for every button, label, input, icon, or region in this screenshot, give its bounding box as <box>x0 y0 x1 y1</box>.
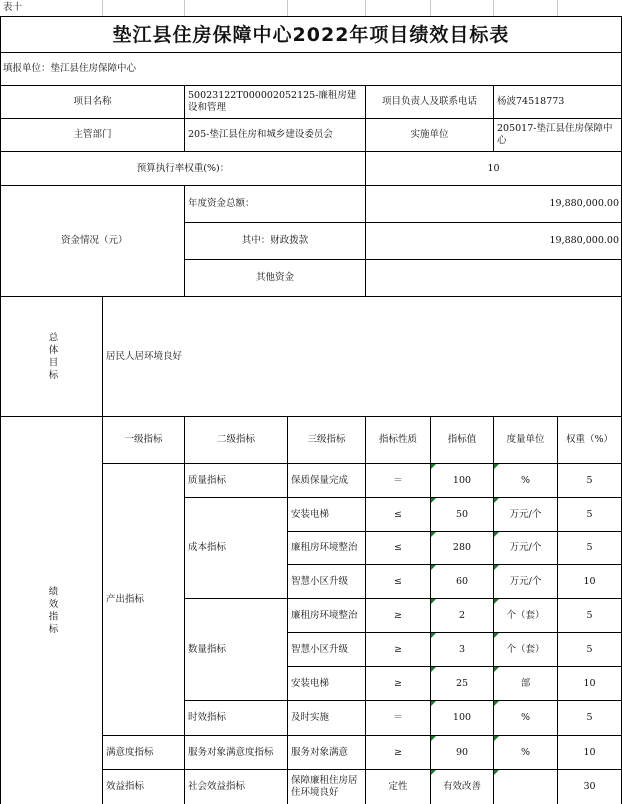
target-value: 100 <box>452 712 472 723</box>
cell-note-marker <box>431 599 436 604</box>
cell-note-marker <box>494 701 499 706</box>
header-weight: 权重（%） <box>565 434 614 445</box>
weight-value: 5 <box>586 609 593 621</box>
cell-note-marker <box>494 599 499 604</box>
measure-unit <box>494 770 557 804</box>
nature-operator: ≤ <box>394 508 402 520</box>
header-value: 指标值 <box>447 434 477 445</box>
nature-operator: 定性 <box>388 781 408 792</box>
measure-unit: 万元/个 <box>509 542 542 553</box>
level1-output: 产出指标 <box>106 593 145 605</box>
weight-value: 30 <box>583 781 596 792</box>
indicators-section-text: 绩效指标 <box>46 585 58 636</box>
level3-name: 廉租房环境整治 <box>291 542 358 553</box>
cell-note-marker <box>494 736 499 741</box>
level3-name: 保质保量完成 <box>291 474 349 486</box>
level1-satisfaction: 满意度指标 <box>106 746 154 758</box>
funds-other-value <box>366 260 621 296</box>
funds-fiscal-value: 19,880,000.00 <box>549 235 619 246</box>
measure-unit: % <box>520 746 531 758</box>
measure-unit: 部 <box>520 677 531 689</box>
weight-value: 10 <box>583 677 596 689</box>
level3-name: 保障廉租住房居住环境良好 <box>291 775 358 798</box>
target-value: 60 <box>455 575 469 587</box>
target-value: 2 <box>458 609 466 621</box>
level3-name: 智慧小区升级 <box>291 575 349 587</box>
level3-name: 廉租房环境整治 <box>291 609 358 621</box>
dept-label: 主管部门 <box>73 129 112 140</box>
cell-note-marker <box>494 565 499 570</box>
weight-value: 5 <box>586 712 593 723</box>
header-unit: 度量单位 <box>506 434 545 445</box>
project-name-label: 项目名称 <box>73 96 112 107</box>
indicators-section-label <box>1 417 102 804</box>
nature-operator: ≥ <box>394 677 402 689</box>
nature-operator: ＝ <box>393 712 403 723</box>
level2-cost: 成本指标 <box>188 542 227 553</box>
target-value: 有效改善 <box>442 781 481 792</box>
nature-operator: ≥ <box>394 643 402 655</box>
sheet-tag: 表十 <box>3 2 23 13</box>
measure-unit: % <box>520 712 531 723</box>
cell-note-marker <box>494 667 499 672</box>
header-level3: 三级指标 <box>307 434 346 445</box>
weight-value: 5 <box>586 542 593 553</box>
cell-note-marker <box>431 565 436 570</box>
level3-name: 安装电梯 <box>291 508 330 520</box>
impl-unit-label: 实施单位 <box>410 129 449 140</box>
level3-name: 安装电梯 <box>291 677 330 689</box>
level3-name: 及时实施 <box>291 712 330 723</box>
level2-service-satisfaction: 服务对象满意度指标 <box>188 746 274 758</box>
target-value: 280 <box>452 542 472 553</box>
weight-value: 5 <box>586 474 593 486</box>
target-value: 90 <box>455 746 469 758</box>
cell-note-marker <box>431 667 436 672</box>
cell-note-marker <box>494 532 499 537</box>
level2-timeliness: 时效指标 <box>188 712 227 723</box>
measure-unit: 万元/个 <box>509 575 542 587</box>
header-nature: 指标性质 <box>378 434 417 445</box>
goal-label <box>1 297 102 416</box>
level3-name: 智慧小区升级 <box>291 643 349 655</box>
header-level1: 一级指标 <box>124 434 163 445</box>
measure-unit: 个（套） <box>506 643 545 655</box>
cell-note-marker <box>431 498 436 503</box>
target-value: 50 <box>455 508 469 520</box>
project-owner-value: 杨波74518773 <box>497 96 565 107</box>
nature-operator: ≥ <box>394 609 402 621</box>
impl-unit-value: 205017-垫江县住房保障中心 <box>497 123 613 146</box>
measure-unit: 万元/个 <box>509 508 542 520</box>
level2-social-benefit: 社会效益指标 <box>188 781 246 792</box>
cell-note-marker <box>431 532 436 537</box>
nature-operator: ≤ <box>394 575 402 587</box>
level3-name: 服务对象满意 <box>291 746 349 758</box>
cell-note-marker <box>494 498 499 503</box>
budget-weight-label: 预算执行率权重(%)： <box>136 162 230 174</box>
funds-total-value: 19,880,000.00 <box>549 198 619 209</box>
nature-operator: ≤ <box>394 542 402 553</box>
level1-benefit: 效益指标 <box>106 781 145 792</box>
measure-unit: % <box>520 474 531 486</box>
cell-note-marker <box>431 701 436 706</box>
project-owner-label: 项目负责人及联系电话 <box>381 96 477 107</box>
nature-operator: ＝ <box>393 474 403 486</box>
target-value: 25 <box>455 677 469 689</box>
goal-text: 居民人居环境良好 <box>106 350 183 362</box>
level2-quantity: 数量指标 <box>188 643 227 655</box>
cell-note-marker <box>431 464 436 469</box>
weight-value: 10 <box>583 575 596 587</box>
target-value: 100 <box>452 474 472 486</box>
cell-note-marker <box>494 464 499 469</box>
filling-unit: 填报单位：垫江县住房保障中心 <box>3 63 137 74</box>
cell-note-marker <box>494 770 499 775</box>
weight-value: 5 <box>586 643 593 655</box>
target-value: 3 <box>458 643 466 655</box>
weight-value: 10 <box>583 746 596 758</box>
project-name-value: 50023122T000002052125-廉租房建设和管理 <box>188 90 357 113</box>
funds-total-label: 年度资金总额： <box>188 198 255 209</box>
cell-note-marker <box>431 736 436 741</box>
funds-label: 资金情况（元） <box>61 235 128 246</box>
dept-value: 205-垫江县住房和城乡建设委员会 <box>188 129 333 140</box>
measure-unit: 个（套） <box>506 609 545 621</box>
page-title: 垫江县住房保障中心2022年项目绩效目标表 <box>112 23 510 46</box>
funds-fiscal-label: 其中：财政拨款 <box>241 235 309 246</box>
weight-value: 5 <box>586 508 593 520</box>
cell-note-marker <box>494 633 499 638</box>
cell-note-marker <box>431 633 436 638</box>
goal-label-text: 总体目标 <box>46 331 58 382</box>
funds-other-label: 其他资金 <box>255 272 294 283</box>
nature-operator: ≥ <box>394 746 402 758</box>
level2-quality: 质量指标 <box>188 474 227 486</box>
budget-weight-value: 10 <box>487 162 500 174</box>
cell-note-marker <box>431 770 436 775</box>
header-level2: 二级指标 <box>216 434 255 445</box>
